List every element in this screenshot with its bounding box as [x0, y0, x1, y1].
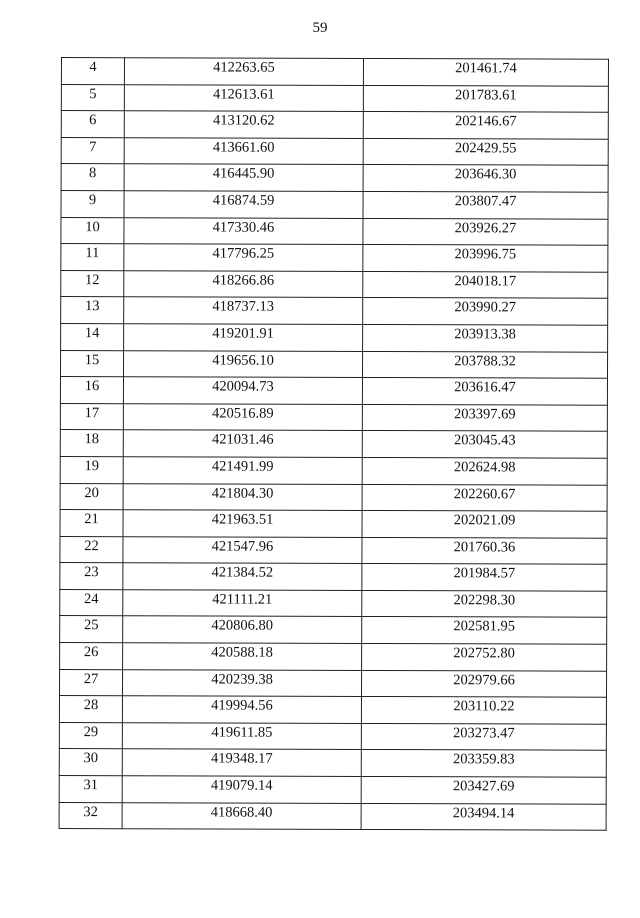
x-coordinate-cell: 419079.14 [122, 776, 361, 803]
x-coordinate-cell: 420094.73 [123, 377, 362, 404]
point-number-cell: 17 [60, 403, 123, 430]
point-number-cell: 7 [61, 137, 124, 164]
table-row [61, 58, 608, 86]
y-coordinate-cell: 203427.69 [361, 776, 606, 803]
y-coordinate-cell: 204018.17 [363, 271, 608, 298]
point-number-cell: 10 [61, 217, 124, 244]
point-number-cell: 22 [60, 536, 123, 563]
x-coordinate-cell: 416874.59 [124, 191, 363, 218]
y-coordinate-cell: 201760.36 [362, 537, 607, 564]
point-number-cell: 18 [60, 430, 123, 457]
x-coordinate-cell: 416445.90 [124, 164, 363, 191]
point-number-cell: 29 [59, 722, 122, 749]
table-row [59, 749, 606, 777]
table-row [60, 483, 607, 511]
y-coordinate-cell: 203397.69 [362, 404, 607, 431]
x-coordinate-cell: 417330.46 [124, 217, 363, 244]
table-row [60, 563, 607, 591]
table-row [60, 643, 607, 671]
x-coordinate-cell: 421963.51 [123, 510, 362, 537]
table-row [60, 377, 607, 405]
y-coordinate-cell: 203926.27 [363, 218, 608, 245]
table-row [61, 84, 608, 112]
x-coordinate-cell: 420516.89 [123, 403, 362, 430]
x-coordinate-cell: 420239.38 [122, 669, 361, 696]
point-number-cell: 31 [59, 776, 122, 803]
x-coordinate-cell: 419994.56 [122, 696, 361, 723]
x-coordinate-cell: 412613.61 [124, 84, 363, 111]
point-number-cell: 4 [61, 58, 124, 85]
table-row [61, 297, 608, 325]
x-coordinate-cell: 419611.85 [122, 723, 361, 750]
table-row [60, 350, 607, 378]
y-coordinate-cell: 202298.30 [362, 590, 607, 617]
table-row [61, 244, 608, 272]
y-coordinate-cell: 203996.75 [363, 245, 608, 272]
coordinates-table [59, 57, 609, 831]
y-coordinate-cell: 202021.09 [362, 511, 607, 538]
y-coordinate-cell: 203646.30 [363, 165, 608, 192]
table-row [60, 403, 607, 431]
x-coordinate-cell: 419656.10 [123, 350, 362, 377]
x-coordinate-cell: 421384.52 [123, 563, 362, 590]
y-coordinate-cell: 202979.66 [361, 670, 606, 697]
y-coordinate-cell: 203494.14 [361, 803, 606, 830]
point-number-cell: 27 [59, 669, 122, 696]
table-body [59, 58, 608, 831]
point-number-cell: 14 [61, 323, 124, 350]
point-number-cell: 16 [60, 377, 123, 404]
point-number-cell: 15 [60, 350, 123, 377]
table-row [59, 722, 606, 750]
x-coordinate-cell: 418737.13 [124, 297, 363, 324]
point-number-cell: 32 [59, 802, 122, 829]
x-coordinate-cell: 418266.86 [124, 270, 363, 297]
table-row [61, 137, 608, 165]
x-coordinate-cell: 421111.21 [123, 590, 362, 617]
x-coordinate-cell: 413661.60 [124, 137, 363, 164]
table-row [61, 270, 608, 298]
page-number: 59 [312, 20, 328, 36]
point-number-cell: 6 [61, 111, 124, 138]
x-coordinate-cell: 420806.80 [123, 616, 362, 643]
y-coordinate-cell: 202429.55 [363, 138, 608, 165]
y-coordinate-cell: 202624.98 [362, 457, 607, 484]
y-coordinate-cell: 202752.80 [362, 644, 607, 671]
table-row [60, 430, 607, 458]
y-coordinate-cell: 203273.47 [361, 723, 606, 750]
y-coordinate-cell: 203045.43 [362, 431, 607, 458]
point-number-cell: 25 [60, 616, 123, 643]
point-number-cell: 12 [61, 270, 124, 297]
y-coordinate-cell: 202581.95 [362, 617, 607, 644]
y-coordinate-cell: 203359.83 [361, 750, 606, 777]
y-coordinate-cell: 203788.32 [362, 351, 607, 378]
point-number-cell: 19 [60, 456, 123, 483]
point-number-cell: 24 [60, 589, 123, 616]
point-number-cell: 8 [61, 164, 124, 191]
table-row [60, 589, 607, 617]
table-row [59, 802, 606, 830]
y-coordinate-cell: 203807.47 [363, 191, 608, 218]
table-row [61, 217, 608, 245]
table-row [61, 111, 608, 139]
y-coordinate-cell: 203616.47 [362, 378, 607, 405]
point-number-cell: 5 [61, 84, 124, 111]
x-coordinate-cell: 417796.25 [124, 244, 363, 271]
x-coordinate-cell: 412263.65 [124, 58, 363, 85]
y-coordinate-cell: 203913.38 [363, 324, 608, 351]
point-number-cell: 11 [61, 244, 124, 271]
x-coordinate-cell: 421031.46 [123, 430, 362, 457]
table-row [60, 616, 607, 644]
table-row [61, 164, 608, 192]
y-coordinate-cell: 203110.22 [361, 697, 606, 724]
table-row [59, 696, 606, 724]
x-coordinate-cell: 413120.62 [124, 111, 363, 138]
table-row [61, 190, 608, 218]
y-coordinate-cell: 201984.57 [362, 564, 607, 591]
table-row [59, 776, 606, 804]
y-coordinate-cell: 201461.74 [363, 58, 608, 85]
point-number-cell: 30 [59, 749, 122, 776]
table-row [60, 510, 607, 538]
point-number-cell: 9 [61, 190, 124, 217]
y-coordinate-cell: 201783.61 [363, 85, 608, 112]
x-coordinate-cell: 419348.17 [122, 749, 361, 776]
point-number-cell: 20 [60, 483, 123, 510]
point-number-cell: 21 [60, 510, 123, 537]
y-coordinate-cell: 202260.67 [362, 484, 607, 511]
y-coordinate-cell: 203990.27 [363, 298, 608, 325]
point-number-cell: 28 [59, 696, 122, 723]
x-coordinate-cell: 421804.30 [123, 483, 362, 510]
table-row [60, 456, 607, 484]
y-coordinate-cell: 202146.67 [363, 112, 608, 139]
x-coordinate-cell: 419201.91 [124, 324, 363, 351]
x-coordinate-cell: 421547.96 [123, 536, 362, 563]
point-number-cell: 26 [60, 643, 123, 670]
table-row [59, 669, 606, 697]
table-row [61, 323, 608, 351]
x-coordinate-cell: 420588.18 [123, 643, 362, 670]
point-number-cell: 13 [61, 297, 124, 324]
x-coordinate-cell: 421491.99 [123, 457, 362, 484]
x-coordinate-cell: 418668.40 [122, 802, 361, 829]
table-row [60, 536, 607, 564]
point-number-cell: 23 [60, 563, 123, 590]
